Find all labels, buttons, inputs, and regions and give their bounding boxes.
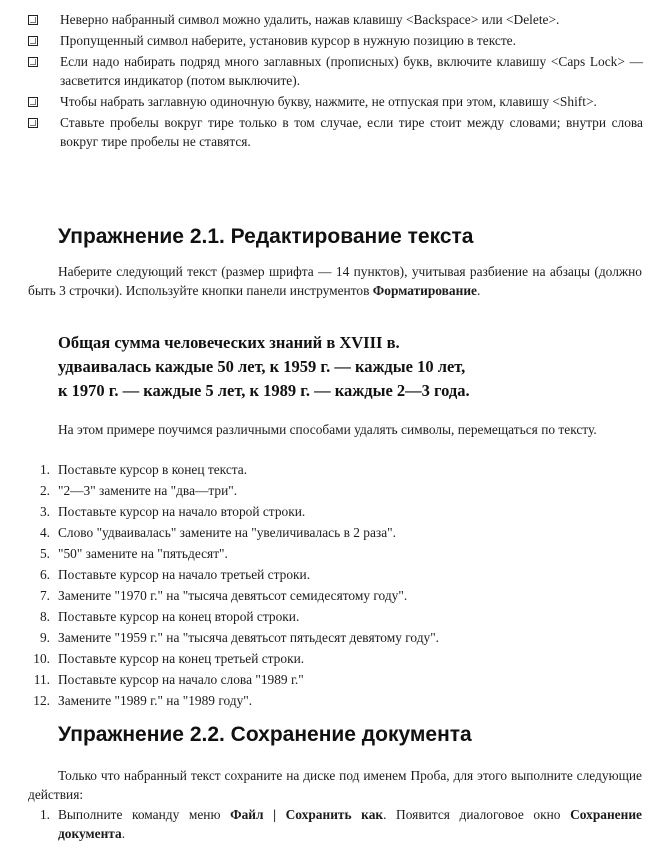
list-item: 2. "2—3" замените на "два—три". [39,483,238,498]
formatting-toolbar-name: Форматирование [372,283,477,298]
tip-item: Чтобы набрать заглавную одиночную букву, нажмите, не отпуская при этом, клавишу <Shift>. [28,92,643,111]
list-item: 11. Поставьте курсор на начало слова "1989 г." [33,672,304,687]
list-item: 6. Поставьте курсор на начало третьей строки. [39,567,311,582]
exercise-2-heading: Упражнение 2.2. Сохранение документа [58,723,472,746]
sample-line-1: Общая сумма человеческих знаний в XVIII в. [58,333,400,352]
list-item: 1. Поставьте курсор в конец текста. [39,462,248,477]
checkbox-bullet-icon [28,36,38,46]
checkbox-bullet-icon [28,97,38,107]
practice-steps-list [28,459,642,711]
tips-list [28,10,643,153]
sample-line-3: к 1970 г. — каждые 5 лет, к 1989 г. — каждые 2—3 года. [58,381,470,400]
save-steps-list [28,805,642,843]
list-item: 9. Замените "1959 г." на "тысяча девятьсот пятьдесят девятому году". [39,630,440,645]
checkbox-bullet-icon [28,57,38,67]
practice-intro: На этом примере поучимся различными способами удалять символы, перемещаться по тексту. [58,422,597,437]
list-item: 3. Поставьте курсор на начало второй строки. [39,504,306,519]
tip-item: Пропущенный символ наберите, установив курсор в нужную позицию в тексте. [28,31,643,50]
dialog-name: Сохранение документа [58,807,642,841]
menu-command: Файл | Сохранить как [230,807,384,822]
list-item: 12. Замените "1989 г." на "1989 году". [33,693,253,708]
list-item: 7. Замените "1970 г." на "тысяча девятьсот семидесятому году". [39,588,408,603]
checkbox-bullet-icon [28,118,38,128]
exercise-1-intro: Наберите следующий текст (размер шрифта — 14 пунктов), учитывая разбиение на абзацы (должно быть 3 строчки). Используйте кнопки панели инструментов Форматирование. [28,264,642,298]
checkbox-bullet-icon [28,15,38,25]
tip-item: Неверно набранный символ можно удалить, нажав клавишу <Backspace> или <Delete>. [28,10,643,29]
sample-line-2: удваивалась каждые 50 лет, к 1959 г. — каждые 10 лет, [58,357,466,376]
exercise-2-intro: Только что набранный текст сохраните на диске под именем Проба, для этого выполните следующие действия: [28,768,642,802]
list-item: 1. Выполните команду меню Файл | Сохранить как. Появится диалоговое окно Сохранение документа. [39,807,642,841]
list-item: 10. Поставьте курсор на конец третьей строки. [33,651,305,666]
tip-item: Если надо набирать подряд много заглавных (прописных) букв, включите клавишу <Caps Lock> — засветится индикатор (потом выключите). [28,52,643,90]
exercise-1-heading: Упражнение 2.1. Редактирование текста [58,225,474,248]
list-item: 8. Поставьте курсор на конец второй строки. [39,609,300,624]
list-item: 4. Слово "удваивалась" замените на "увеличивалась в 2 раза". [39,525,396,540]
list-item: 5. "50" замените на "пятьдесят". [39,546,228,561]
sample-text-block [58,331,470,403]
tip-item: Ставьте пробелы вокруг тире только в том случае, если тире стоит между словами; внутри слова вокруг тире пробелы не ставятся. [28,113,643,151]
